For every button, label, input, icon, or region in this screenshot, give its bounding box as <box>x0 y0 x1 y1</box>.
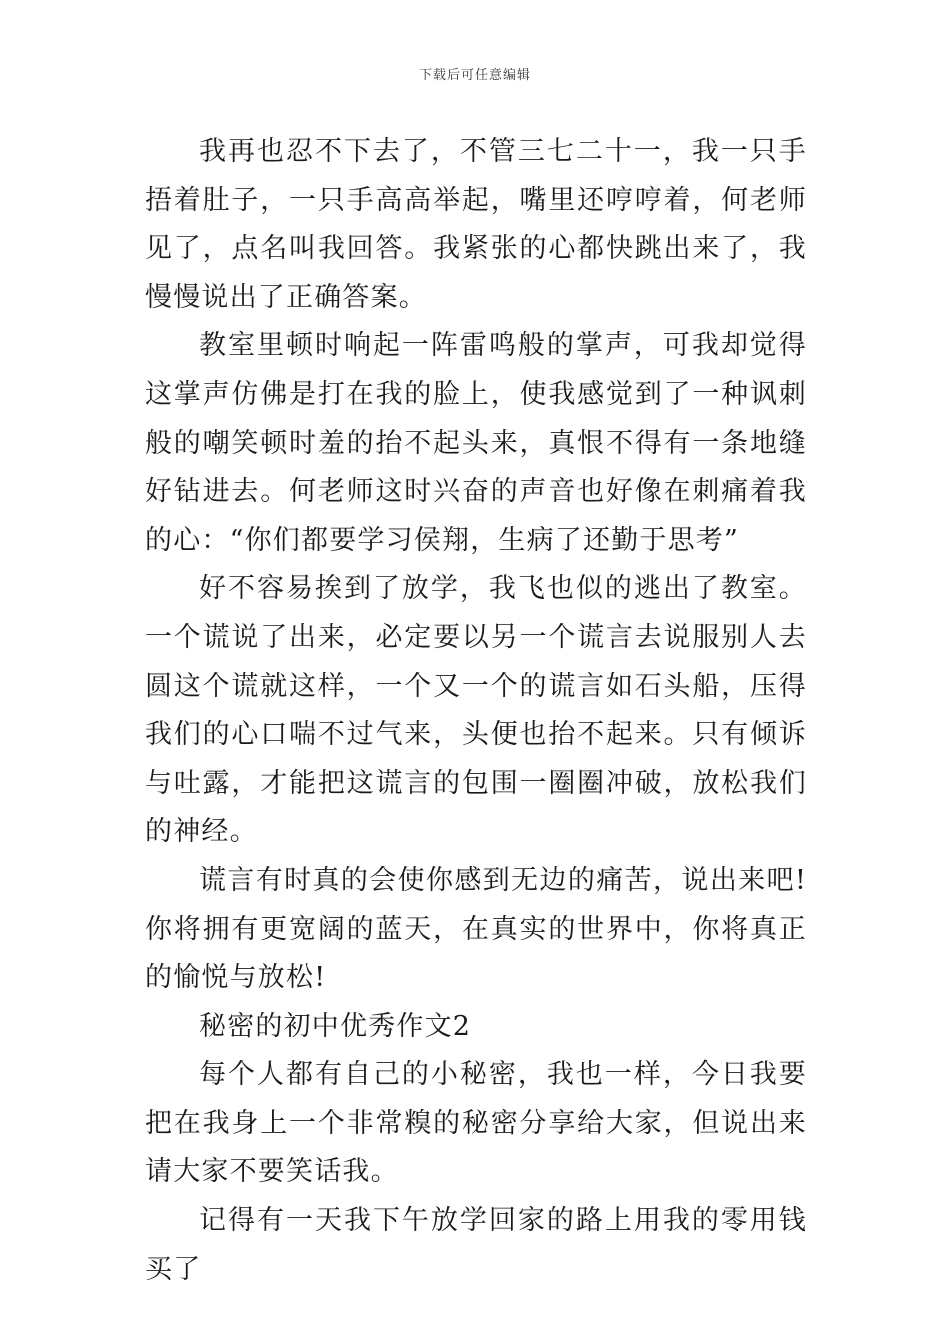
header-note: 下载后可任意编辑 <box>418 68 531 83</box>
paragraph-2: 教室里顿时响起一阵雷鸣般的掌声，可我却觉得这掌声仿佛是打在我的脸上，使我感觉到了一种讽刺般的嘲笑顿时羞的抬不起头来，真恨不得有一条地缝好钻进去。何老师这时兴奋的声音也好像在刺痛着我的心：“你们都要学习侯翔，生病了还勤于思考” <box>145 330 807 556</box>
paragraph-5: 每个人都有自己的小秘密，我也一样，今日我要把在我身上一个非常糗的秘密分享给大家，但说出来请大家不要笑话我。 <box>145 1059 807 1188</box>
paragraph-4: 谎言有时真的会使你感到无边的痛苦，说出来吧!你将拥有更宽阔的蓝天，在真实的世界中，你将真正的愉悦与放松! <box>145 864 807 994</box>
paragraph-3: 好不容易挨到了放学，我飞也似的逃出了教室。一个谎说了出来，必定要以另一个谎言去说服别人去圆这个谎就这样，一个又一个的谎言如石头船，压得我们的心口喘不过气来，头便也抬不起来。只有倾诉与吐露，才能把这谎言的包围一圈圈冲破，放松我们的神经。 <box>145 573 807 848</box>
document-body <box>145 128 807 1294</box>
paragraph-1: 我再也忍不下去了，不管三七二十一，我一只手捂着肚子，一只手高高举起，嘴里还哼哼着，何老师见了，点名叫我回答。我紧张的心都快跳出来了，我慢慢说出了正确答案。 <box>145 136 807 313</box>
paragraph-6: 记得有一天我下午放学回家的路上用我的零用钱买了 <box>145 1205 807 1285</box>
section-heading: 秘密的初中优秀作文2 <box>199 1010 472 1042</box>
